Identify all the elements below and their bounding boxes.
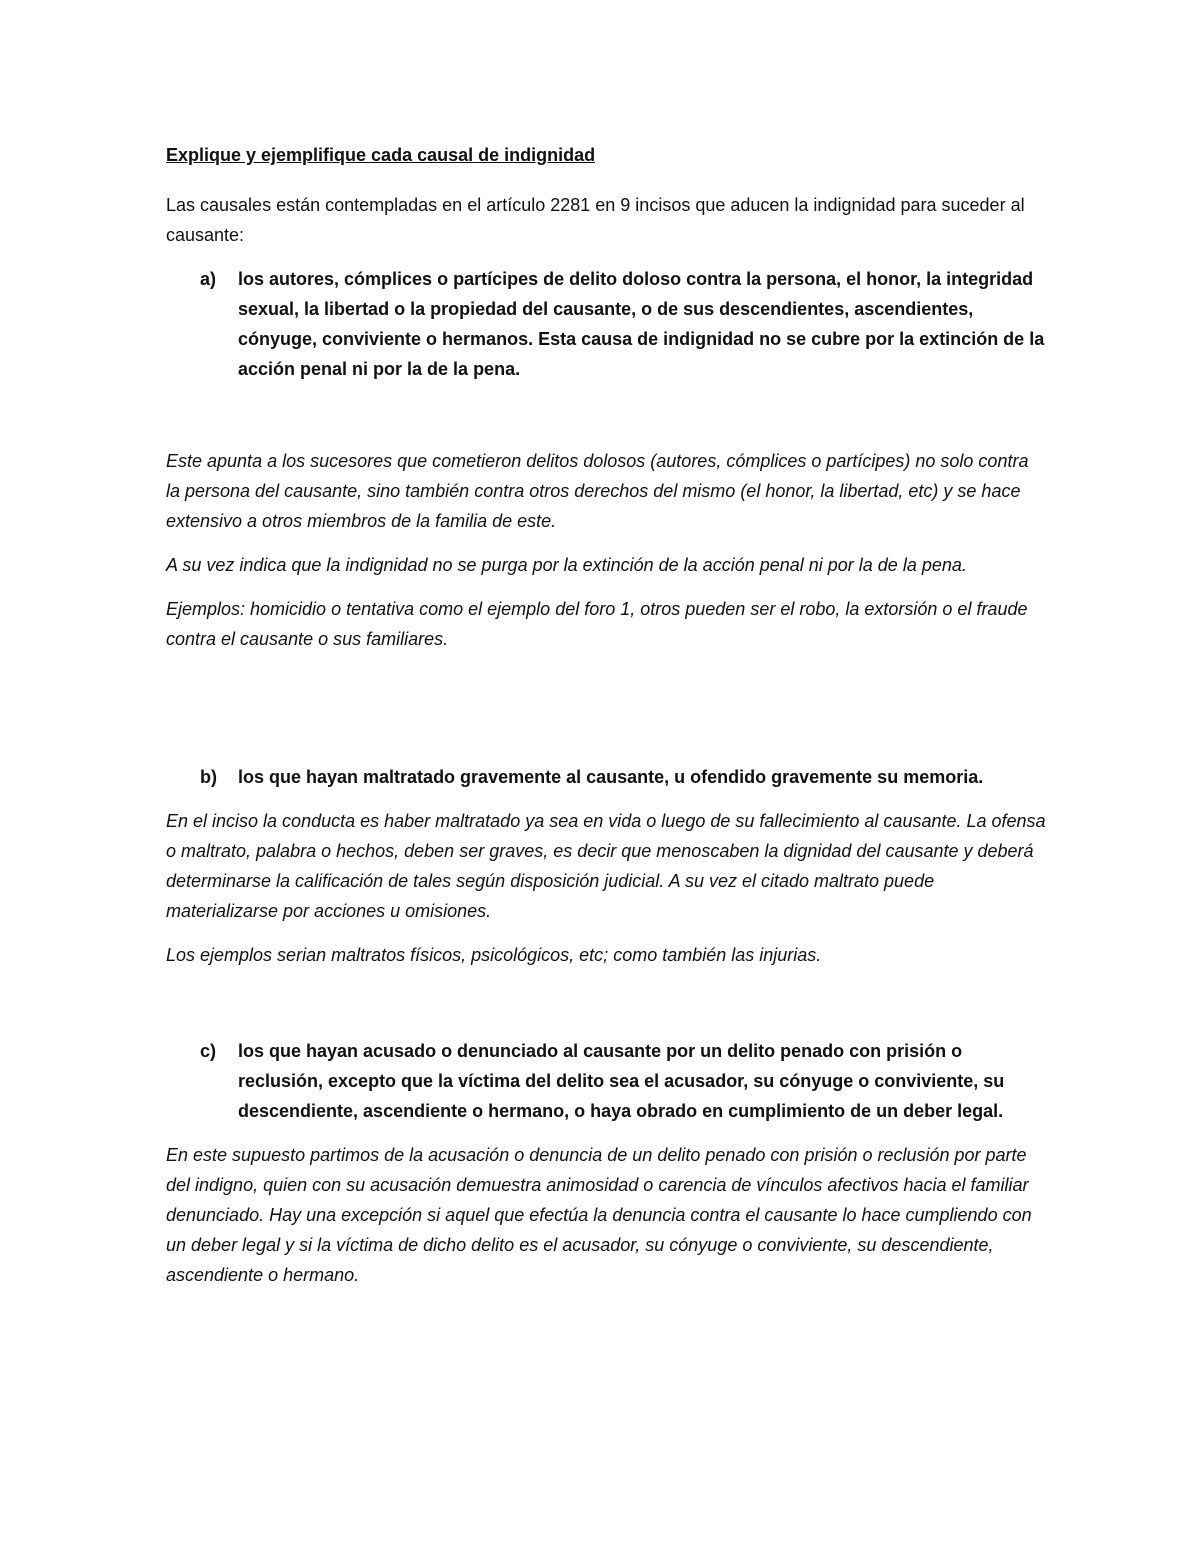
comment-a-2: A su vez indica que la indignidad no se purga por la extinción de la acción penal ni por la de la pena. [166, 555, 967, 575]
clause-item-c [166, 1036, 1046, 1126]
comment-a-3: Ejemplos: homicidio o tentativa como el ejemplo del foro 1, otros pueden ser el robo, la extorsión o el fraude contra el causante o sus familiares. [166, 599, 1028, 649]
clause-marker-c: c) [200, 1041, 217, 1061]
comment-b-2: Los ejemplos serian maltratos físicos, psicológicos, etc; como también las injurias. [166, 945, 822, 965]
comment-c-1: En este supuesto partimos de la acusación o denuncia de un delito penado con prisión o reclusión por parte del indigno, quien con su acusación demuestra animosidad o carencia de vínculos afectivos hacia el familiar denunciado. Hay una excepción si aquel que efectúa la denuncia contra el causante lo hace cumpliendo con un deber legal y si la víctima de dicho delito es el acusador, su cónyuge o conviviente, su descendiente, ascendiente o hermano. [166, 1145, 1032, 1285]
intro-paragraph: Las causales están contempladas en el artículo 2281 en 9 incisos que aducen la indignidad para suceder al causante: [166, 195, 1025, 245]
comment-a-1: Este apunta a los sucesores que cometieron delitos dolosos (autores, cómplices o partícipes) no solo contra la persona del causante, sino también contra otros derechos del mismo (el honor, la libertad, etc) y se hace extensivo a otros miembros de la familia de este. [166, 451, 1029, 531]
clause-item-a [166, 264, 1046, 384]
clause-item-b [166, 762, 1046, 792]
document-title: Explique y ejemplifique cada causal de indignidad [166, 145, 596, 165]
document-body [166, 140, 1046, 1304]
comment-b-1: En el inciso la conducta es haber maltratado ya sea en vida o luego de su fallecimiento al causante. La ofensa o maltrato, palabra o hechos, deben ser graves, es decir que menoscaben la dignidad del causante y deberá determinarse la calificación de tales según disposición judicial. A su vez el citado maltrato puede materializarse por acciones u omisiones. [166, 811, 1046, 921]
clause-marker-a: a) [200, 269, 217, 289]
clause-text-a: los autores, cómplices o partícipes de delito doloso contra la persona, el honor, la integridad sexual, la libertad o la propiedad del causante, o de sus descendientes, ascendientes, cónyuge, conviviente o hermanos. Esta causa de indignidad no se cubre por la extinción de la acción penal ni por la de la pena. [238, 269, 1045, 379]
clause-text-c: los que hayan acusado o denunciado al causante por un delito penado con prisión o reclusión, excepto que la víctima del delito sea el acusador, su cónyuge o conviviente, su descendiente, ascendiente o hermano, o haya obrado en cumplimiento de un deber legal. [238, 1041, 1005, 1121]
clause-text-b: los que hayan maltratado gravemente al causante, u ofendido gravemente su memoria. [238, 767, 984, 787]
clause-marker-b: b) [200, 767, 217, 787]
